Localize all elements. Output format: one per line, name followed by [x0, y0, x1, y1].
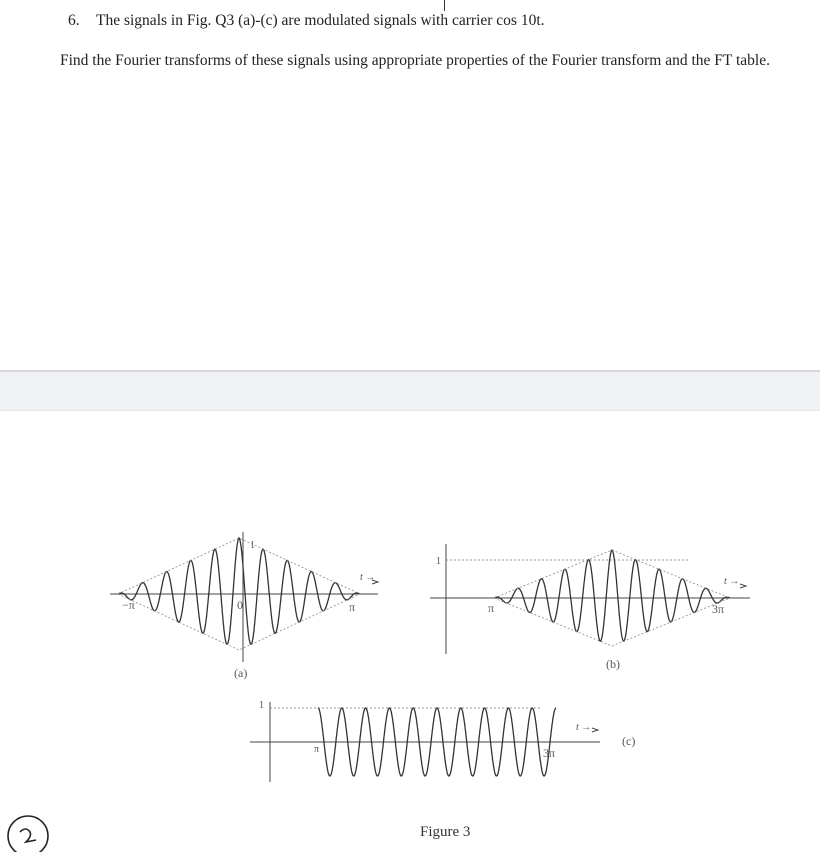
panel-a-amp-label: 1: [250, 540, 255, 551]
panel-b-amp-label: 1: [436, 556, 441, 567]
panel-b-t-arrowhead: [740, 584, 746, 588]
question-text: The signals in Fig. Q3 (a)-(c) are modulated signals with carrier cos 10t.: [96, 12, 545, 29]
panel-c-tick-left: π: [314, 744, 320, 755]
panel-c-tick-right: 3π: [543, 746, 556, 760]
panel-c-label: (c): [622, 734, 636, 748]
panel-a-label: (a): [234, 666, 248, 680]
panel-a-modulated-waveform: [118, 538, 360, 644]
panel-b-modulated-waveform: [494, 550, 730, 641]
panel-b-label: (b): [606, 657, 620, 671]
panel-a-tick-left: −π: [122, 598, 135, 612]
panel-b-tick-right: 3π: [712, 602, 725, 616]
figure-caption: Figure 3: [420, 824, 471, 840]
panel-a-tick-right: π: [349, 600, 356, 614]
question-number: 6.: [68, 12, 80, 29]
panel-c-t-label: t →: [576, 722, 592, 733]
question-instruction: Find the Fourier transforms of these signals using appropriate properties of the Fourier transform and the FT table.: [60, 52, 770, 69]
panel-c-t-arrowhead: [592, 728, 598, 732]
panel-a-tick-zero: 0: [237, 598, 243, 612]
panel-c-amp-label: 1: [259, 700, 264, 711]
panel-b-t-label: t →: [724, 576, 740, 587]
corner-logo-icon: [6, 812, 56, 852]
panel-b-tick-left: π: [488, 601, 495, 615]
panel-a-t-label: t →: [360, 572, 376, 583]
